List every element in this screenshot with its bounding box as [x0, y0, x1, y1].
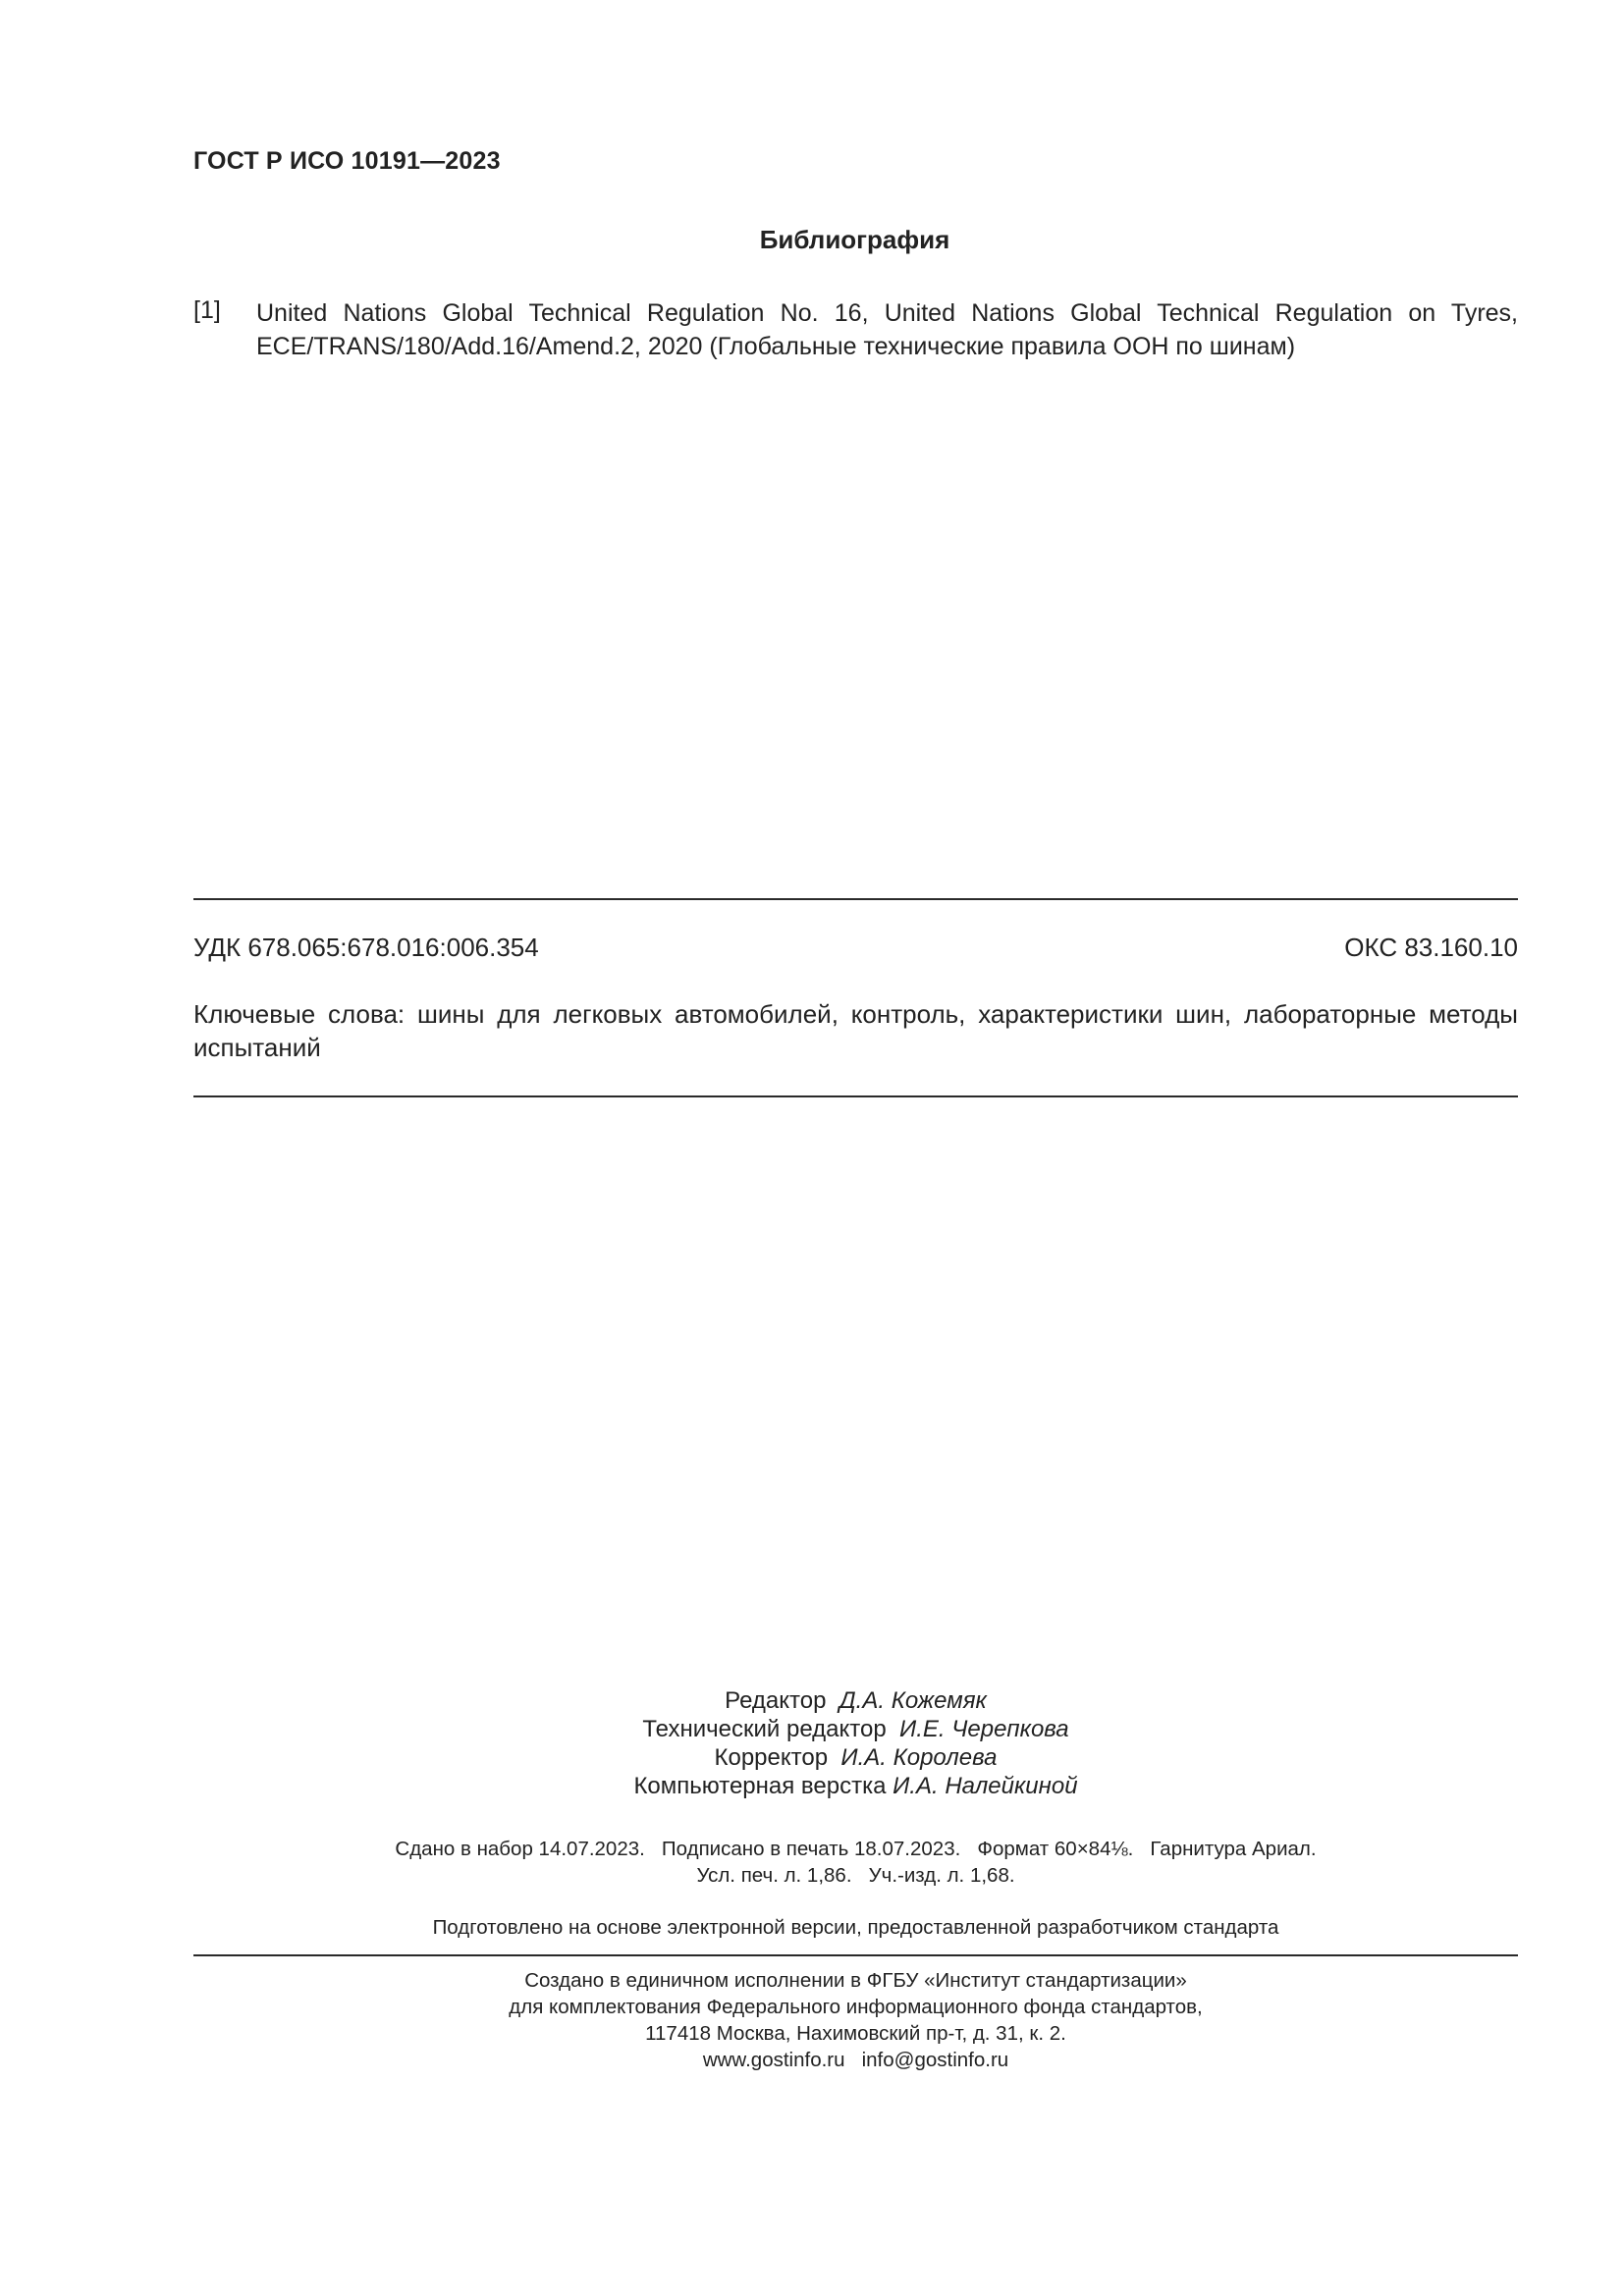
footer-contacts: www.gostinfo.ru info@gostinfo.ru: [702, 2049, 1009, 2071]
publisher-footer: [193, 1967, 1518, 2073]
staff-role: Технический редактор: [642, 1716, 887, 1742]
bibliography-title: Библиография: [759, 225, 950, 254]
footer-line: для комплектования Федерального информационного фонда стандартов,: [509, 1996, 1203, 2018]
oks-code: ОКС 83.160.10: [1344, 933, 1518, 962]
reference-text: United Nations Global Technical Regulation No. 16, United Nations Global Technical Regulation on Tyres, ECE/TRANS/180/Add.16/Amend.2, 2020 (Глобальные технические правила ООН по шинам): [256, 299, 1518, 360]
staff-tech-editor: [193, 1715, 1518, 1743]
staff-layout: [193, 1772, 1518, 1800]
staff-editor: [193, 1686, 1518, 1715]
reference-number: [1]: [193, 296, 221, 324]
staff-list: [193, 1686, 1518, 1800]
staff-role: Компьютерная верстка: [633, 1773, 887, 1799]
divider-bottom: [193, 1954, 1518, 1956]
publication-info-line-1: Сдано в набор 14.07.2023. Подписано в печать 18.07.2023. Формат 60×84⅛. Гарнитура Ариал.: [395, 1838, 1317, 1860]
prepared-note: Подготовлено на основе электронной версии, предоставленной разработчиком стандарта: [432, 1916, 1279, 1939]
divider-top: [193, 898, 1518, 900]
staff-name: Д.А. Кожемяк: [839, 1687, 987, 1714]
publication-info-line-2: Усл. печ. л. 1,86. Уч.-изд. л. 1,68.: [696, 1864, 1015, 1887]
udk-code: УДК 678.065:678.016:006.354: [193, 933, 539, 962]
divider-middle: [193, 1095, 1518, 1097]
footer-line: 117418 Москва, Нахимовский пр-т, д. 31, к. 2.: [645, 2022, 1066, 2045]
staff-name: И.Е. Черепкова: [899, 1716, 1069, 1742]
footer-line: Создано в единичном исполнении в ФГБУ «Институт стандартизации»: [524, 1969, 1187, 1992]
staff-name: И.А. Налейкиной: [893, 1773, 1078, 1799]
keywords: Ключевые слова: шины для легковых автомобилей, контроль, характеристики шин, лабораторные методы испытаний: [193, 999, 1518, 1062]
staff-name: И.А. Королева: [840, 1744, 998, 1771]
staff-corrector: [193, 1743, 1518, 1772]
staff-role: Корректор: [714, 1744, 829, 1771]
document-code: ГОСТ Р ИСО 10191—2023: [193, 147, 501, 175]
staff-role: Редактор: [725, 1687, 827, 1714]
